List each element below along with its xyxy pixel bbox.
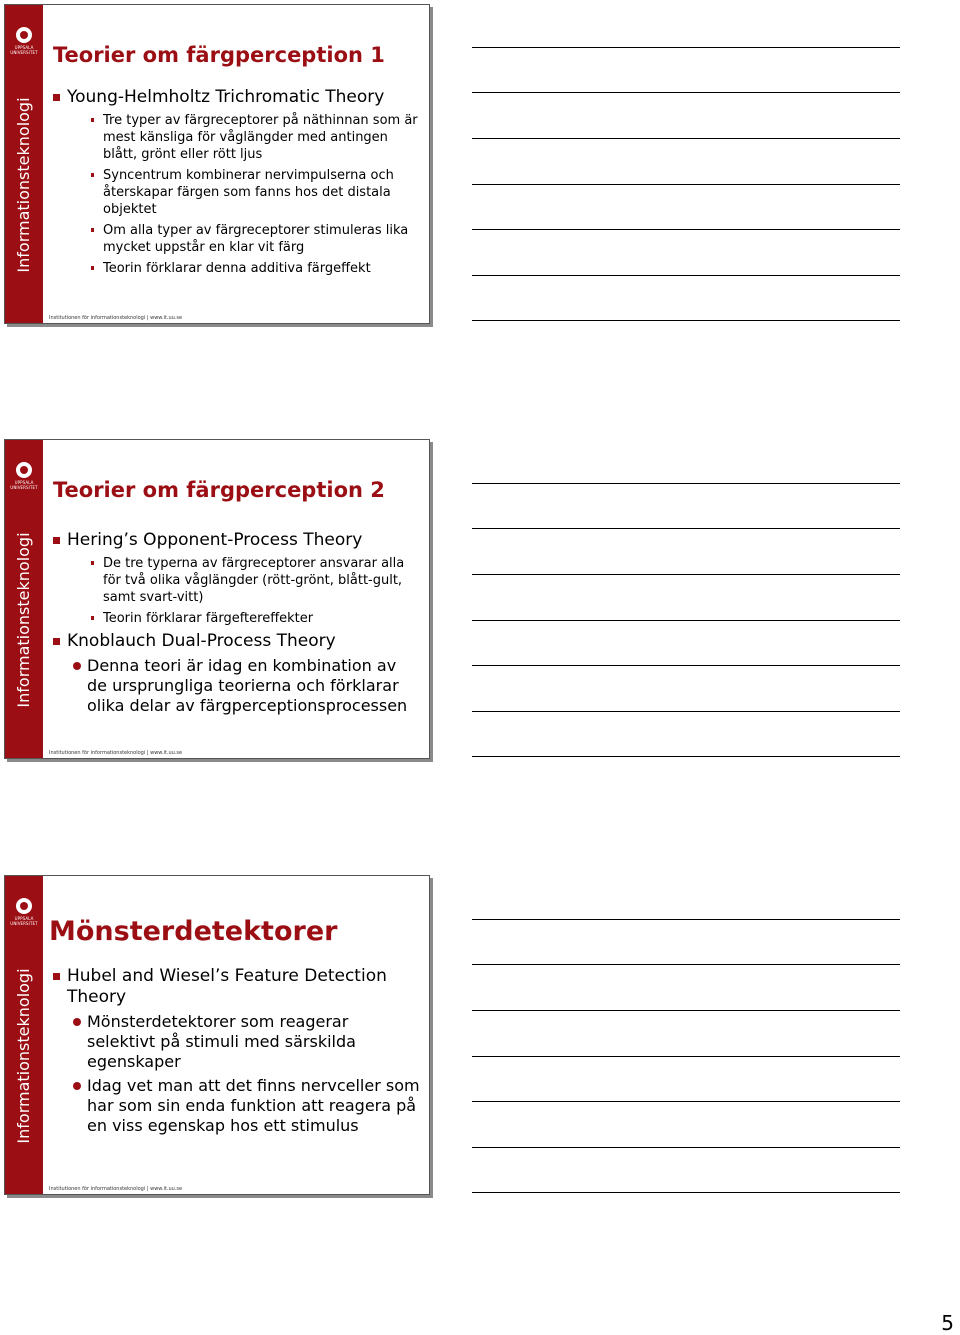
- note-line: [472, 711, 900, 712]
- bullet-level2-round: Mönsterdetektorer som reagerar selektivt på stimuli med särskilda egenskaper: [73, 1012, 421, 1072]
- bullet-level2-round: Idag vet man att det finns nervceller som har som sin enda funktion att reagera på en viss egenskap hos ett stimulus: [73, 1076, 421, 1136]
- note-line: [472, 1147, 900, 1148]
- note-line: [472, 756, 900, 757]
- logo-text: UPPSALA UNIVERSITET: [10, 480, 38, 490]
- bullet-level2-round: Denna teori är idag en kombination av de ursprungliga teorierna och förklarar olika delar av färgperceptionsprocessen: [73, 656, 421, 716]
- slide-title: Teorier om färgperception 2: [53, 478, 385, 502]
- sidebar-vertical-label: Informationsteknologi: [14, 532, 33, 708]
- slide-footer: Institutionen för informationsteknologi | www.it.uu.se: [49, 1186, 183, 1192]
- slide-footer: Institutionen för informationsteknologi | www.it.uu.se: [49, 750, 183, 756]
- note-line: [472, 1192, 900, 1193]
- bullet-level2: Om alla typer av färgreceptorer stimuleras lika mycket uppstår en klar vit färg: [91, 222, 421, 256]
- note-line: [472, 665, 900, 666]
- slide-sidebar: [5, 5, 43, 323]
- logo-text: UPPSALA UNIVERSITET: [10, 45, 38, 55]
- university-seal-icon: [16, 898, 32, 914]
- university-seal-icon: [16, 27, 32, 43]
- slide-1: [4, 4, 430, 324]
- bullet-level1: Knoblauch Dual-Process Theory: [53, 631, 421, 652]
- note-line: [472, 574, 900, 575]
- note-line: [472, 620, 900, 621]
- uppsala-logo: [9, 27, 39, 55]
- bullet-level2: Teorin förklarar denna additiva färgeffekt: [91, 260, 421, 277]
- university-seal-icon: [16, 462, 32, 478]
- slide-sidebar: [5, 876, 43, 1194]
- bullet-level2: Teorin förklarar färgeftereffekter: [91, 610, 421, 627]
- uppsala-logo: [9, 462, 39, 490]
- note-line: [472, 47, 900, 48]
- note-line: [472, 92, 900, 93]
- sidebar-vertical-label: Informationsteknologi: [14, 97, 33, 273]
- slide-footer: Institutionen för informationsteknologi | www.it.uu.se: [49, 315, 183, 321]
- note-line: [472, 919, 900, 920]
- note-line: [472, 1101, 900, 1102]
- bullet-level2: De tre typerna av färgreceptorer ansvarar alla för två olika våglängder (rött-grönt, blått-gult, samt svart-vitt): [91, 555, 421, 606]
- note-line: [472, 275, 900, 276]
- slide-sidebar: [5, 440, 43, 758]
- note-line: [472, 229, 900, 230]
- bullet-level1: Hering’s Opponent-Process Theory: [53, 530, 421, 551]
- bullet-level1: Young-Helmholtz Trichromatic Theory: [53, 87, 421, 108]
- uppsala-logo: [9, 898, 39, 926]
- bullet-level2: Tre typer av färgreceptorer på näthinnan som är mest känsliga för våglängder med antingen blått, grönt eller rött ljus: [91, 112, 421, 163]
- note-line: [472, 483, 900, 484]
- page-number: 5: [941, 1311, 954, 1335]
- slide-3: [4, 875, 430, 1195]
- note-line: [472, 1010, 900, 1011]
- slide-content: [53, 87, 421, 281]
- bullet-level2: Syncentrum kombinerar nervimpulserna och återskapar färgen som fanns hos det distala objektet: [91, 167, 421, 218]
- note-line: [472, 138, 900, 139]
- note-line: [472, 184, 900, 185]
- note-line: [472, 964, 900, 965]
- slide-content: [53, 530, 421, 720]
- slide-content: [53, 966, 421, 1140]
- slide-title: Teorier om färgperception 1: [53, 43, 385, 67]
- note-line: [472, 1056, 900, 1057]
- slide-title: Mönsterdetektorer: [49, 916, 338, 947]
- slide-2: [4, 439, 430, 759]
- note-line: [472, 320, 900, 321]
- logo-text: UPPSALA UNIVERSITET: [10, 916, 38, 926]
- sidebar-vertical-label: Informationsteknologi: [14, 968, 33, 1144]
- bullet-level1: Hubel and Wiesel’s Feature Detection Theory: [53, 966, 421, 1008]
- note-line: [472, 528, 900, 529]
